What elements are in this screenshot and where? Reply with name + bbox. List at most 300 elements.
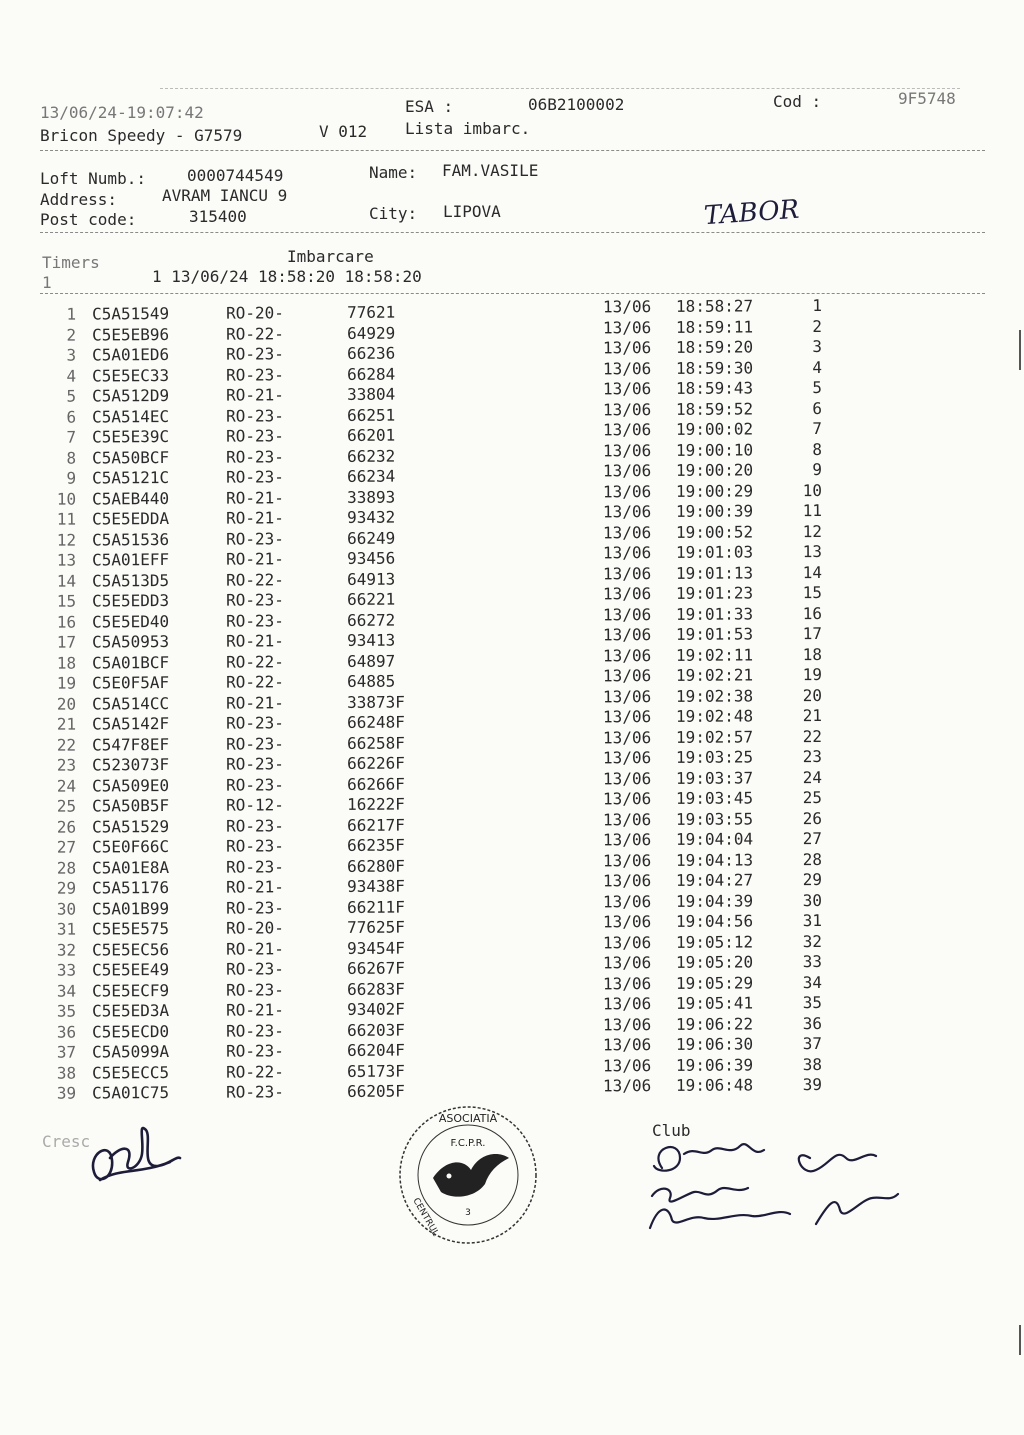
row-index: 35 [56,1001,77,1021]
position: 25 [802,787,823,808]
arrival-date: 13/06 [602,1055,652,1075]
row-index: 33 [56,960,77,980]
chip-id: C5A50B5F [91,795,170,816]
arrival-date: 13/06 [602,973,652,993]
ring-number: 66248F [346,712,405,732]
row-index: 31 [56,919,77,939]
chip-id: C5A514EC [91,406,170,426]
ring-number: 93454F [346,938,405,958]
arrival-date: 13/06 [602,461,652,481]
ring-number: 65173F [346,1061,405,1081]
arrival-date: 13/06 [602,809,652,829]
arrival-date: 13/06 [602,850,652,870]
arrival-time: 19:01:03 [675,542,754,562]
ring-number: 66221 [346,589,396,609]
arrival-date: 13/06 [602,625,652,645]
arrival-time: 19:00:02 [675,419,754,439]
chip-id: C5A01E8A [91,857,170,877]
ring-number: 33873F [346,692,405,712]
chip-id: C5E5EB96 [91,324,170,344]
version: V 012 [319,122,368,141]
position: 13 [802,541,823,562]
timers-divider [40,293,985,294]
row-index: 14 [56,571,77,591]
ring-number: 66251 [346,405,396,425]
arrival-time: 18:59:52 [675,398,754,419]
arrival-date: 13/06 [602,481,652,501]
ring-number: 66267F [346,958,405,978]
position: 20 [802,685,823,705]
row-index: 20 [56,694,77,714]
chip-id: C5A51529 [91,816,170,836]
chip-id: C5A51549 [91,303,170,324]
ring-number: 66249 [346,528,396,548]
ring-number: 93402F [346,999,405,1019]
arrival-date: 13/06 [602,912,652,932]
ring-prefix: RO-21- [225,549,284,569]
arrival-date: 13/06 [602,543,652,563]
chip-id: C5A51536 [91,529,170,549]
ring-prefix: RO-23- [225,344,284,364]
city-value: LIPOVA [443,202,501,221]
chip-id: C5E5ED3A [91,1000,170,1021]
arrival-date: 13/06 [602,891,652,911]
owner-name: FAM.VASILE [442,161,539,180]
ring-number: 66203F [346,1020,405,1040]
arrival-time: 19:06:48 [675,1075,754,1095]
svg-text:F.C.P.R.: F.C.P.R. [450,1138,486,1149]
ring-prefix: RO-23- [225,1020,284,1041]
ring-prefix: RO-23- [225,774,284,795]
chip-id: C5E0F5AF [91,672,170,693]
row-index: 37 [56,1042,77,1062]
timer-entry: 1 13/06/24 18:58:20 18:58:20 [152,267,422,286]
chip-id: C5E5EC33 [91,365,170,385]
position: 1 [812,295,823,316]
ring-prefix: RO-23- [225,979,284,1000]
chip-id: C5A5121C [91,467,170,488]
chip-id: C5A01BCF [91,652,170,672]
ring-prefix: RO-23- [225,467,284,487]
row-index: 26 [56,817,77,837]
esa-value: 06B2100002 [528,95,625,114]
arrival-time: 19:02:38 [675,685,754,706]
position: 27 [802,828,823,849]
ring-prefix: RO-23- [225,1041,284,1061]
arrival-date: 13/06 [602,932,652,952]
arrival-time: 19:04:27 [675,870,754,890]
position: 38 [802,1054,823,1074]
ring-number: 66204F [346,1040,405,1060]
name-label: Name: [369,163,418,182]
arrival-time: 19:02:57 [675,726,754,747]
row-index: 24 [56,776,77,796]
ring-prefix: RO-23- [225,856,284,877]
ring-number: 66234 [346,466,396,486]
row-index: 28 [56,858,77,878]
arrival-date: 13/06 [602,871,652,891]
cresc-label: Cresc [42,1132,91,1151]
row-index: 22 [56,735,77,755]
arrival-time: 19:05:41 [675,993,754,1013]
row-index: 21 [56,714,77,734]
ring-prefix: RO-23- [225,733,284,754]
row-index: 5 [66,386,77,406]
ring-number: 77621 [346,302,396,322]
device-name: Bricon Speedy - G7579 [40,126,243,145]
row-index: 16 [56,612,77,632]
ring-prefix: RO-23- [225,610,284,631]
position: 17 [802,623,823,644]
row-index: 1 [66,304,77,324]
chip-id: C5A514CC [91,693,170,713]
arrival-date: 13/06 [602,645,652,665]
arrival-time: 19:02:21 [675,665,754,685]
edge-mark [1019,330,1021,370]
position: 36 [802,1013,823,1033]
row-index: 17 [56,632,77,652]
chip-id: C5A512D9 [91,385,170,406]
loft-label: Loft Numb.: [40,169,146,188]
chip-id: C5A01ED6 [91,344,170,365]
arrival-time: 19:03:37 [675,767,754,788]
position: 11 [802,500,823,521]
arrival-date: 13/06 [602,789,652,809]
arrival-time: 18:59:11 [675,316,754,337]
club-signatures [640,1128,910,1238]
timer-index: 1 [42,273,52,292]
arrival-date: 13/06 [602,604,652,624]
ring-prefix: RO-21- [225,385,284,405]
ring-prefix: RO-12- [225,795,284,815]
ring-number: 64897 [346,651,396,671]
arrival-date: 13/06 [602,686,652,706]
arrival-date: 13/06 [602,994,652,1014]
position: 22 [802,726,823,746]
ring-number: 93456 [346,548,396,568]
position: 39 [802,1074,823,1095]
position: 23 [802,746,823,767]
position: 5 [812,377,823,398]
top-divider [160,88,960,89]
row-index: 10 [56,489,77,509]
row-index: 34 [56,981,77,1001]
arrival-date: 13/06 [602,522,652,542]
chip-id: C5AEB440 [91,488,170,508]
club-stamp [393,1100,543,1250]
row-index: 11 [56,509,77,529]
arrival-time: 19:06:39 [675,1054,754,1075]
address-value: AVRAM IANCU 9 [162,186,288,205]
ring-number: 66217F [346,815,405,835]
chip-id: C5E5E39C [91,426,170,447]
chip-id: C5E5ECF9 [91,980,170,1000]
loft-number: 0000744549 [187,166,284,185]
arrival-time: 19:04:39 [675,890,754,911]
ring-prefix: RO-21- [225,1000,284,1020]
handwritten-note: TABOR [703,194,801,232]
position: 35 [802,992,823,1013]
chip-id: C547F8EF [91,734,170,754]
arrival-time: 19:04:13 [675,849,754,870]
post-code-value: 315400 [189,207,247,226]
arrival-time: 19:00:20 [675,460,754,480]
arrival-date: 13/06 [602,584,652,604]
position: 30 [802,890,823,910]
chip-id: C5E5E575 [91,918,170,939]
ring-prefix: RO-22- [225,1061,284,1082]
ring-prefix: RO-21- [225,508,284,528]
arrival-date: 13/06 [602,317,652,337]
arrival-time: 19:03:55 [675,808,754,829]
ring-prefix: RO-23- [225,959,284,979]
arrival-date: 13/06 [602,399,652,419]
position: 2 [812,316,823,336]
arrival-date: 13/06 [602,440,652,460]
svg-text:3: 3 [465,1208,471,1218]
arrival-date: 13/06 [602,727,652,747]
header-divider [40,150,985,151]
row-index: 12 [56,530,77,550]
ring-prefix: RO-23- [225,446,284,467]
position: 12 [802,521,823,541]
row-index: 38 [56,1063,77,1083]
position: 33 [802,951,823,972]
ring-prefix: RO-23- [225,754,284,774]
position: 26 [802,808,823,828]
city-label: City: [369,204,418,223]
row-index: 3 [66,345,77,365]
owner-divider [40,232,985,233]
arrival-time: 19:02:11 [675,644,754,665]
arrival-date: 13/06 [602,358,652,378]
position: 19 [802,664,823,685]
ring-prefix: RO-22- [225,651,284,672]
chip-id: C5E5EDDA [91,508,170,529]
chip-id: C523073F [91,754,170,775]
row-index: 9 [66,468,77,488]
chip-id: C5A5099A [91,1041,170,1062]
arrival-time: 19:04:56 [675,911,754,931]
arrival-time: 19:01:33 [675,603,754,624]
arrival-date: 13/06 [602,830,652,850]
arrival-time: 18:59:20 [675,337,754,357]
position: 8 [812,439,823,459]
row-index: 7 [66,427,77,447]
position: 24 [802,767,823,787]
arrival-date: 13/06 [602,666,652,686]
ring-number: 66205F [346,1081,405,1101]
chip-id: C5A50953 [91,631,170,652]
position: 6 [812,398,823,418]
position: 15 [802,582,823,603]
ring-prefix: RO-22- [225,323,284,344]
chip-id: C5A50BCF [91,447,170,467]
ring-number: 16222F [346,794,405,814]
ring-prefix: RO-21- [225,692,284,713]
ring-number: 66283F [346,979,405,999]
post-code-label: Post code: [40,210,137,229]
ring-prefix: RO-23- [225,405,284,426]
breeder-signature [80,1110,190,1195]
arrival-date: 13/06 [602,953,652,973]
arrival-time: 19:00:29 [675,480,754,501]
arrival-time: 18:59:43 [675,378,754,398]
esa-label: ESA : [405,97,454,116]
arrival-date: 13/06 [602,1076,652,1096]
chip-id: C5E5ECC5 [91,1062,170,1082]
ring-prefix: RO-23- [225,815,284,836]
ring-prefix: RO-23- [225,528,284,549]
ring-prefix: RO-20- [225,303,284,323]
ring-prefix: RO-23- [225,713,284,733]
arrival-date: 13/06 [602,1014,652,1034]
ring-number: 66284 [346,364,396,384]
ring-number: 64929 [346,323,396,343]
ring-number: 93432 [346,507,396,527]
row-index: 18 [56,653,77,673]
position: 3 [812,336,823,357]
position: 37 [802,1033,823,1054]
timers-label: Timers [42,253,100,272]
ring-prefix: RO-23- [225,590,284,610]
row-index: 29 [56,878,77,898]
ring-number: 66272 [346,610,396,630]
row-index: 32 [56,940,77,960]
cod-label: Cod : [773,92,822,111]
arrival-date: 13/06 [602,768,652,788]
arrival-time: 19:06:30 [675,1034,754,1054]
row-index: 13 [56,550,77,570]
position: 7 [812,418,823,439]
row-index: 23 [56,755,77,775]
ring-prefix: RO-23- [225,1082,284,1102]
ring-number: 66211F [346,897,405,917]
arrival-time: 19:00:52 [675,521,754,542]
ring-prefix: RO-20- [225,918,284,938]
arrival-time: 19:00:10 [675,439,754,460]
ring-number: 66236 [346,343,396,363]
arrival-date: 13/06 [602,420,652,440]
chip-id: C5E0F66C [91,836,170,857]
ring-prefix: RO-23- [225,426,284,446]
ring-prefix: RO-22- [225,672,284,692]
arrival-time: 19:05:29 [675,972,754,993]
chip-id: C5E5EC56 [91,939,170,959]
ring-prefix: RO-21- [225,631,284,651]
ring-number: 64913 [346,569,396,589]
chip-id: C5A51176 [91,877,170,898]
position: 32 [802,931,823,951]
chip-id: C5A509E0 [91,775,170,795]
arrival-date: 13/06 [602,379,652,399]
ring-number: 93438F [346,876,405,896]
arrival-date: 13/06 [602,563,652,583]
arrival-time: 19:06:22 [675,1013,754,1034]
position: 21 [802,705,823,726]
position: 31 [802,910,823,931]
ring-number: 64885 [346,671,396,691]
row-index: 27 [56,837,77,857]
arrival-time: 19:01:53 [675,624,754,644]
arrival-time: 19:02:48 [675,706,754,726]
position: 9 [812,459,823,480]
list-title: Lista imbarc. [405,119,531,138]
chip-id: C5E5EDD3 [91,590,170,611]
arrival-time: 19:00:39 [675,501,754,521]
ring-prefix: RO-22- [225,569,284,590]
ring-number: 66235F [346,835,405,855]
ring-number: 66226F [346,753,405,773]
arrival-time: 18:58:27 [675,296,754,316]
ring-prefix: RO-21- [225,487,284,508]
arrival-time: 18:59:30 [675,357,754,378]
svg-text:ASOCIATIA: ASOCIATIA [438,1112,498,1125]
row-index: 2 [66,325,77,345]
arrival-time: 19:01:13 [675,562,754,583]
ring-prefix: RO-21- [225,877,284,897]
chip-id: C5A01B99 [91,898,170,918]
ring-number: 66232 [346,446,396,466]
ring-number: 77625F [346,917,405,937]
ring-number: 66201 [346,425,396,445]
edge-mark [1019,1325,1021,1355]
row-index: 6 [66,407,77,427]
svg-text:CENTRUL: CENTRUL [410,1196,441,1238]
row-index: 8 [66,448,77,468]
position: 34 [802,972,823,992]
row-index: 15 [56,591,77,611]
ring-number: 33804 [346,384,396,404]
arrival-time: 19:03:25 [675,747,754,767]
arrival-date: 13/06 [602,297,652,317]
ring-number: 66258F [346,733,405,753]
chip-id: C5A01C75 [91,1082,170,1103]
imbarcare-label: Imbarcare [287,247,374,266]
position: 14 [802,562,823,582]
address-label: Address: [40,190,118,209]
row-index: 39 [56,1083,77,1103]
position: 10 [802,480,823,500]
timestamp: 13/06/24-19:07:42 [40,103,204,122]
ring-number: 93413 [346,630,396,650]
ring-prefix: RO-23- [225,364,284,385]
ring-prefix: RO-21- [225,938,284,959]
chip-id: C5A01EFF [91,549,170,570]
chip-id: C5E5EE49 [91,959,170,980]
row-index: 25 [56,796,77,816]
arrival-date: 13/06 [602,1035,652,1055]
position: 28 [802,849,823,869]
chip-id: C5E5ECD0 [91,1021,170,1041]
cod-value: 9F5748 [898,89,956,108]
row-index: 36 [56,1022,77,1042]
arrival-time: 19:05:12 [675,931,754,952]
ring-number: 66266F [346,774,405,794]
ring-number: 33893 [346,487,396,507]
ring-number: 66280F [346,856,405,876]
arrival-time: 19:04:04 [675,829,754,849]
ring-prefix: RO-23- [225,836,284,856]
arrival-date: 13/06 [602,338,652,358]
position: 16 [802,603,823,623]
row-index: 4 [66,366,77,386]
club-label: Club [652,1121,691,1140]
row-index: 30 [56,899,77,919]
chip-id: C5E5ED40 [91,611,170,631]
chip-id: C5A513D5 [91,570,170,590]
position: 18 [802,644,823,664]
